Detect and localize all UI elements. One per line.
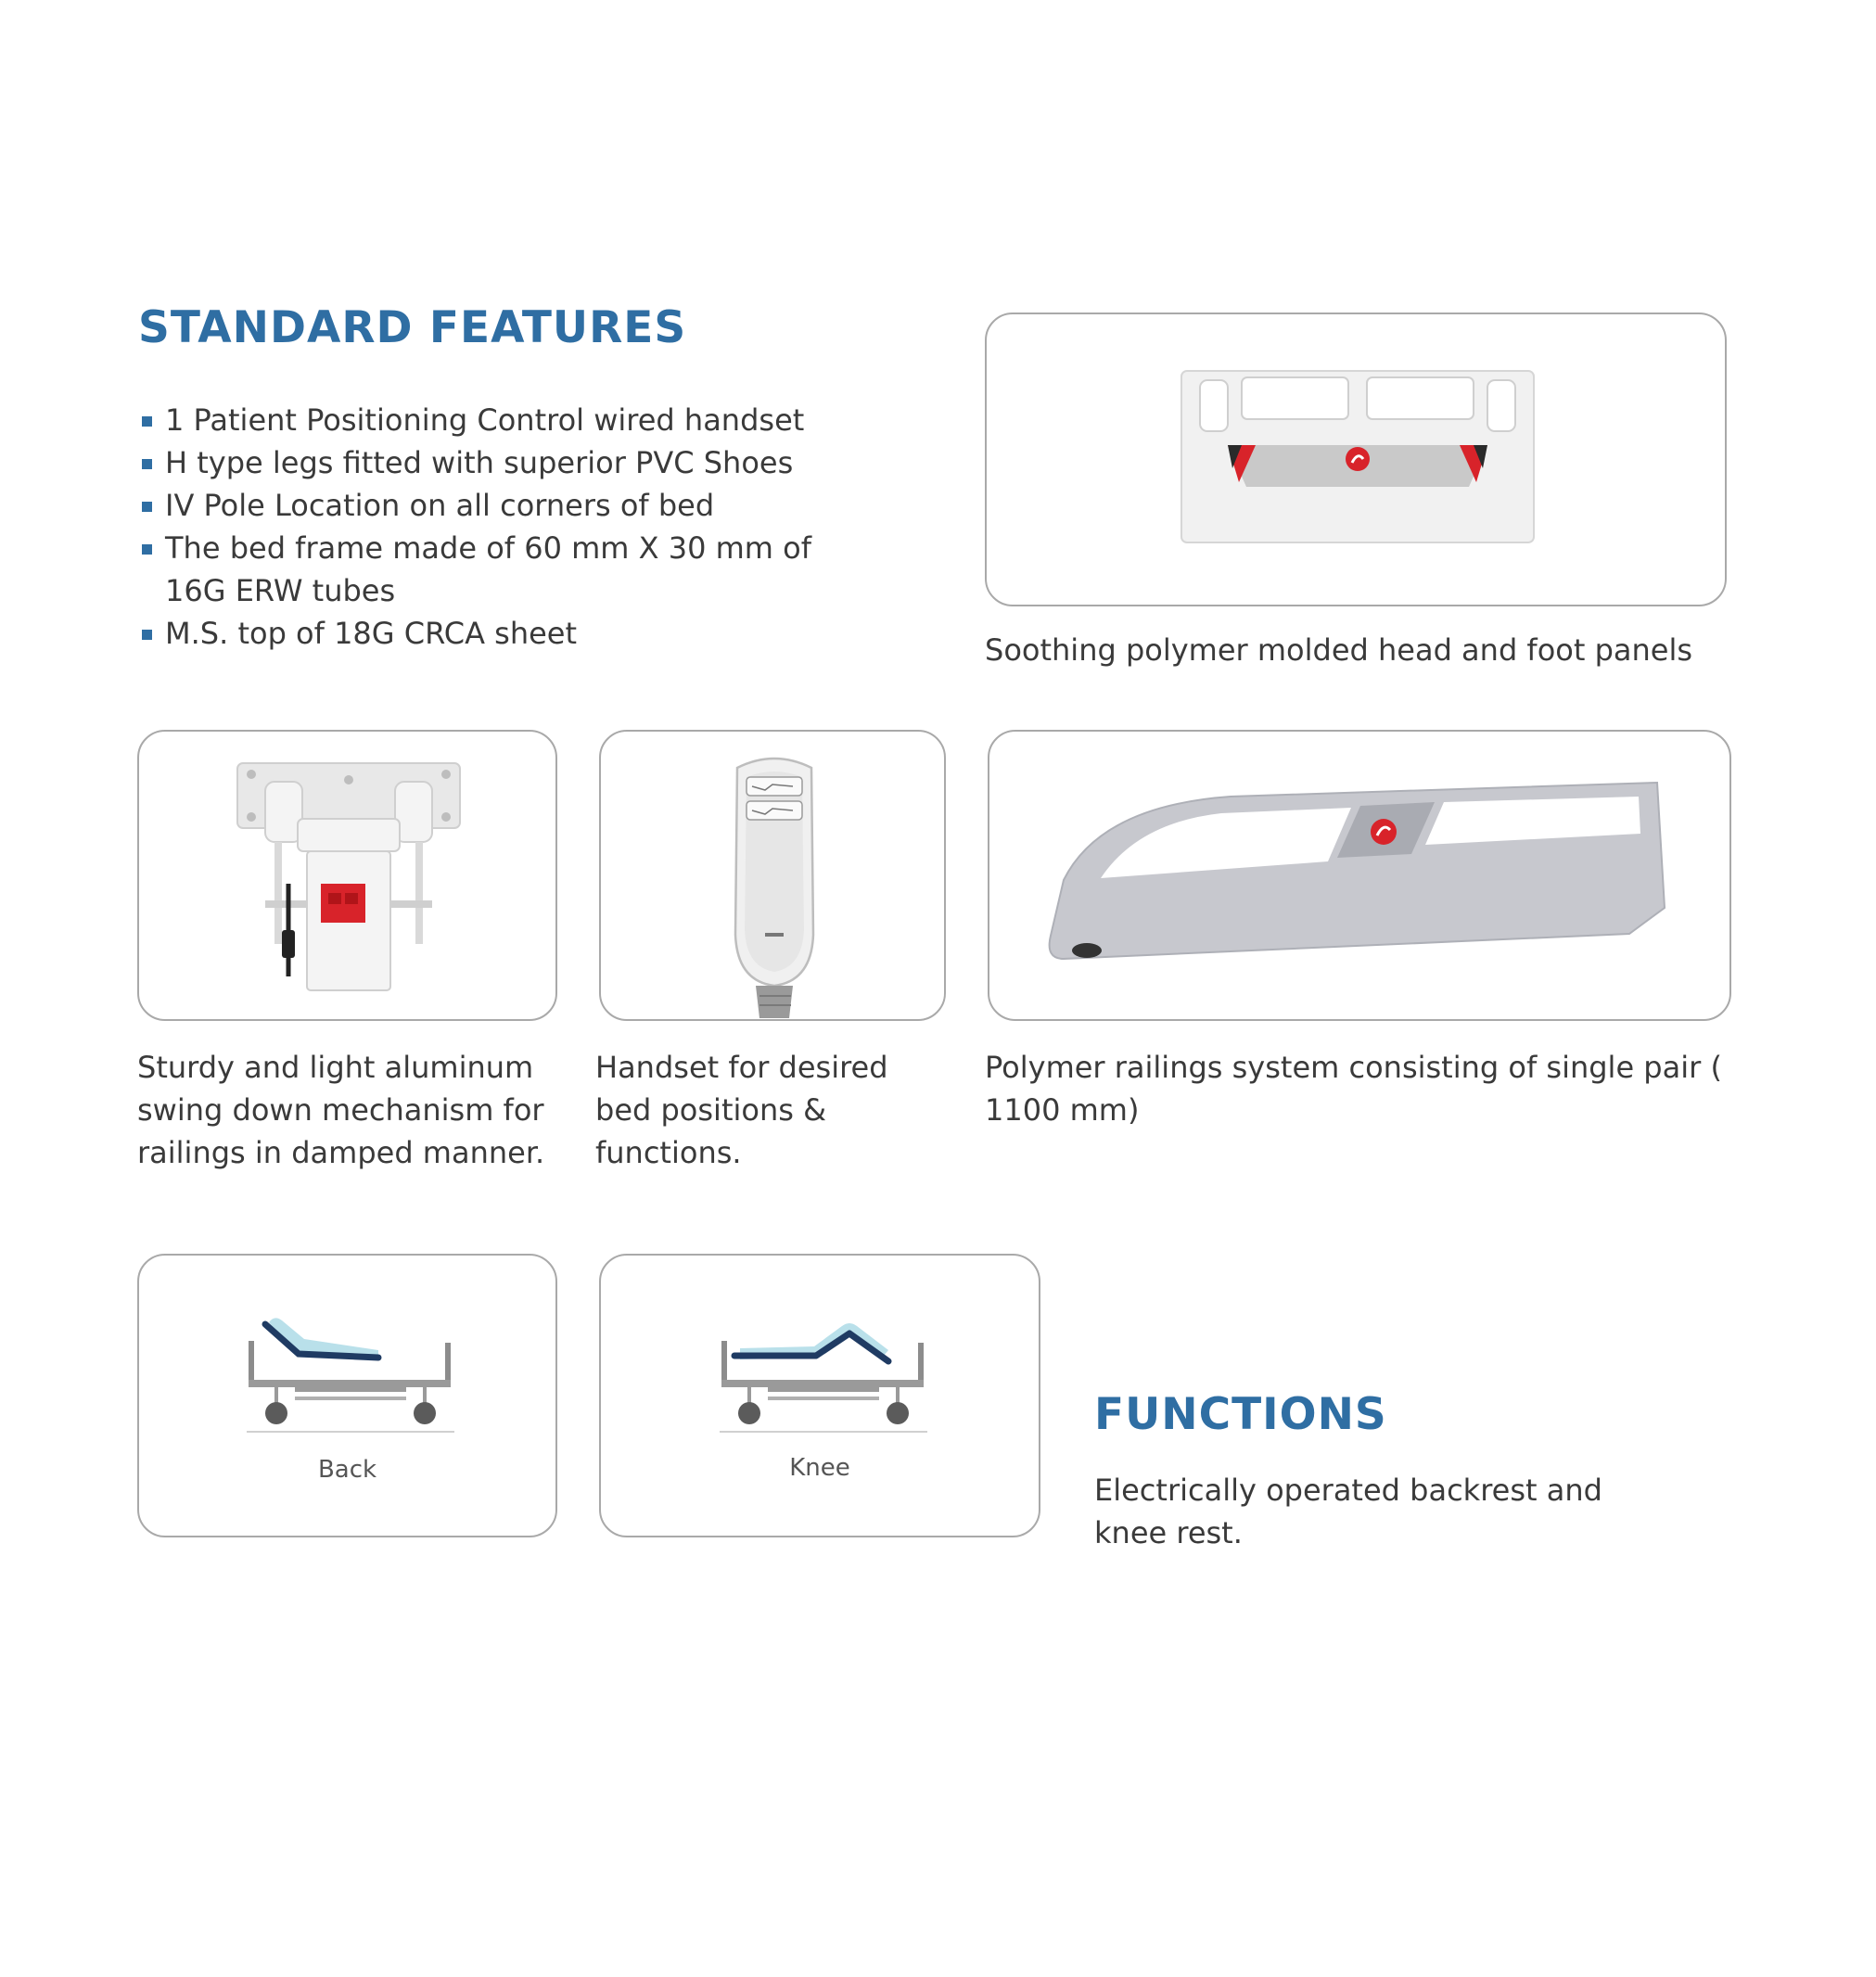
head-panel-caption: Soothing polymer molded head and foot panels (985, 632, 1693, 668)
knee-position-icon (712, 1313, 935, 1434)
knee-function-card (599, 1254, 1040, 1537)
swing-mechanism-caption: Sturdy and light aluminum swing down mechanism for railings in damped manner. (137, 1050, 545, 1170)
head-panel-image (1172, 366, 1543, 552)
functions-description: Electrically operated backrest and knee rest. (1094, 1473, 1602, 1550)
feature-item: M.S. top of 18G CRCA sheet (139, 612, 881, 655)
standard-features-list (139, 399, 881, 655)
swing-mechanism-image (210, 754, 488, 995)
feature-item: H type legs fitted with superior PVC Shoes (139, 441, 881, 484)
railings-caption: Polymer railings system consisting of single pair ( 1100 mm) (985, 1050, 1722, 1128)
handset-image (719, 749, 830, 1018)
handset-card (599, 730, 946, 1021)
feature-item: The bed frame made of 60 mm X 30 mm of 16G ERW tubes (139, 527, 870, 612)
feature-item: 1 Patient Positioning Control wired handset (139, 399, 881, 441)
back-label: Back (317, 1456, 377, 1484)
head-panel-card (985, 312, 1727, 606)
back-function-card (137, 1254, 557, 1537)
railings-image (1045, 769, 1676, 982)
standard-features-title: STANDARD FEATURES (138, 302, 687, 353)
back-position-icon (239, 1313, 462, 1434)
handset-caption: Handset for desired bed positions & functions. (595, 1050, 888, 1170)
functions-title: FUNCTIONS (1094, 1389, 1387, 1440)
swing-mechanism-card (137, 730, 557, 1021)
knee-label: Knee (789, 1454, 850, 1482)
railings-card (988, 730, 1731, 1021)
feature-item: IV Pole Location on all corners of bed (139, 484, 881, 527)
